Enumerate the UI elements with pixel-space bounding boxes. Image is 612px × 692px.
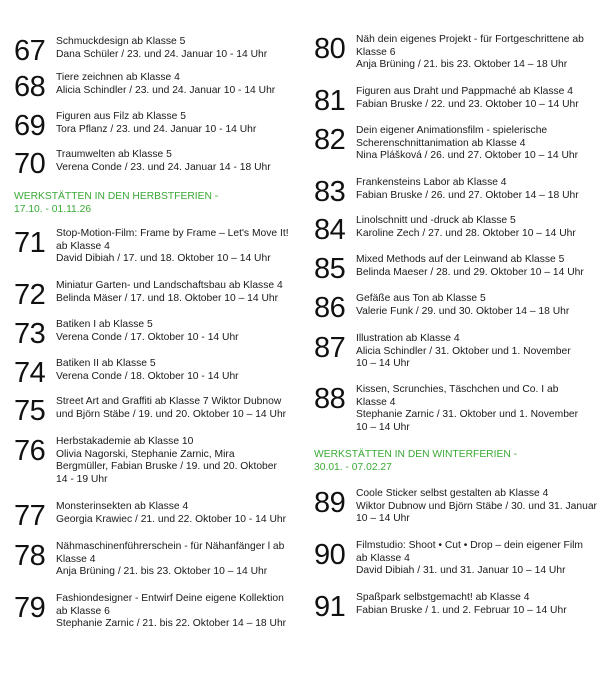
course-title: Illustration ab Klasse 4 — [356, 333, 460, 344]
course-details: Dana Schüler / 23. und 24. Januar 10 - 14 Uhr — [56, 48, 268, 60]
course-title: Street Art and Graffiti ab Klasse 7 Wiktor Dubnow — [56, 396, 282, 407]
course-details: Olivia Nagorski, Stephanie Zarnic, Mira — [56, 448, 235, 460]
course-title: Mixed Methods auf der Leinwand ab Klasse 5 — [356, 254, 565, 265]
course-number: 90 — [314, 539, 346, 571]
course-title: Monsterinsekten ab Klasse 4 — [56, 501, 189, 512]
course-details: Verena Conde / 23. und 24. Januar 14 - 18 Uhr — [56, 161, 271, 173]
course-title: Schmuckdesign ab Klasse 5 — [56, 36, 186, 47]
course-details: Alicia Schindler / 31. Oktober und 1. November — [356, 345, 571, 357]
course-title: Batiken II ab Klasse 5 — [56, 358, 156, 369]
course-number: 85 — [314, 253, 346, 285]
course-number: 82 — [314, 124, 346, 156]
course-title: Filmstudio: Shoot • Cut • Drop – dein eigener Film — [356, 540, 583, 551]
course-title: Herbstakademie ab Klasse 10 — [56, 436, 194, 447]
course-title: Coole Sticker selbst gestalten ab Klasse 4 — [356, 488, 549, 499]
course-number: 71 — [14, 227, 46, 259]
course-number: 76 — [14, 435, 46, 467]
course-details: Verena Conde / 17. Oktober 10 - 14 Uhr — [56, 331, 239, 343]
course-title: Stop-Motion-Film: Frame by Frame – Let's Move It! — [56, 228, 289, 239]
course-title-continued: ab Klasse 6 — [56, 605, 110, 617]
course-number: 83 — [314, 176, 346, 208]
course-number: 84 — [314, 214, 346, 246]
section-title: WERKSTÄTTEN IN DEN WINTERFERIEN - — [314, 449, 518, 460]
course-number: 80 — [314, 33, 346, 65]
course-details: und Björn Stäbe / 19. und 20. Oktober 10 – 14 Uhr — [56, 408, 287, 420]
course-title: Miniatur Garten- und Landschaftsbau ab Klasse 4 — [56, 280, 283, 291]
course-title: Linolschnitt und -druck ab Klasse 5 — [356, 215, 516, 226]
course-details: Karoline Zech / 27. und 28. Oktober 10 – 14 Uhr — [356, 227, 576, 239]
course-details: Stephanie Zarnic / 31. Oktober und 1. November — [356, 409, 579, 421]
course-number: 73 — [14, 318, 46, 350]
course-details: Alicia Schindler / 23. und 24. Januar 10 - 14 Uhr — [56, 84, 276, 96]
course-details: David Dibiah / 17. und 18. Oktober 10 – 14 Uhr — [56, 253, 271, 265]
course-details: Belinda Mäser / 17. und 18. Oktober 10 – 14 Uhr — [56, 292, 279, 304]
section-heading-herbstferien — [14, 191, 304, 216]
course-title: Frankensteins Labor ab Klasse 4 — [356, 177, 507, 188]
course-number: 81 — [314, 85, 346, 117]
course-details: Fabian Bruske / 26. und 27. Oktober 14 – 18 Uhr — [356, 189, 579, 201]
course-title: Näh dein eigenes Projekt - für Fortgeschrittene ab — [356, 34, 584, 45]
course-details: Stephanie Zarnic / 21. bis 22. Oktober 14 – 18 Uhr — [56, 618, 287, 630]
course-details-continued: 10 – 14 Uhr — [356, 421, 410, 433]
course-number: 72 — [14, 279, 46, 311]
course-details: Belinda Maeser / 28. und 29. Oktober 10 – 14 Uhr — [356, 266, 584, 278]
course-title-continued: ab Klasse 4 — [56, 240, 110, 252]
course-title-continued: ab Klasse 4 — [356, 552, 410, 564]
course-number: 69 — [14, 110, 46, 142]
course-details: Nina Plášková / 26. und 27. Oktober 10 – 14 Uhr — [356, 150, 579, 162]
course-details: Anja Brüning / 21. bis 23. Oktober 10 – 14 Uhr — [56, 566, 268, 578]
section-dates: 17.10. - 01.11.26 — [14, 203, 92, 215]
course-number: 88 — [314, 383, 346, 415]
course-details: Fabian Bruske / 22. und 23. Oktober 10 – 14 Uhr — [356, 98, 579, 110]
course-details: David Dibiah / 31. und 31. Januar 10 – 14 Uhr — [356, 565, 566, 577]
course-number: 75 — [14, 395, 46, 427]
course-number: 87 — [314, 332, 346, 364]
course-number: 78 — [14, 540, 46, 572]
section-dates: 30.01. - 07.02.27 — [314, 461, 392, 473]
course-number: 74 — [14, 357, 46, 389]
course-details: Georgia Krawiec / 21. und 22. Oktober 10 - 14 Uhr — [56, 513, 287, 525]
course-title: Traumwelten ab Klasse 5 — [56, 149, 172, 160]
course-title-continued: Scherenschnittanimation ab Klasse 4 — [356, 137, 526, 149]
course-details: Tora Pflanz / 23. und 24. Januar 10 - 14 Uhr — [56, 123, 257, 135]
course-number: 67 — [14, 35, 46, 67]
course-title: Dein eigener Animationsfilm - spielerische — [356, 125, 548, 136]
course-details: Verena Conde / 18. Oktober 10 - 14 Uhr — [56, 370, 239, 382]
course-title: Batiken I ab Klasse 5 — [56, 319, 153, 330]
course-title: Figuren aus Filz ab Klasse 5 — [56, 111, 186, 122]
course-details: Wiktor Dubnow und Björn Stäbe / 30. und 31. Januar — [356, 500, 597, 512]
course-details: Valerie Funk / 29. und 30. Oktober 14 – 18 Uhr — [356, 305, 570, 317]
course-title-continued: Klasse 4 — [356, 396, 396, 408]
course-details-continued: 10 – 14 Uhr — [356, 358, 410, 370]
course-number: 89 — [314, 487, 346, 519]
course-title: Spaßpark selbstgemacht! ab Klasse 4 — [356, 592, 530, 603]
course-title: Figuren aus Draht und Pappmaché ab Klasse 4 — [356, 86, 573, 97]
course-title: Kissen, Scrunchies, Täschchen und Co. I ab — [356, 384, 559, 395]
course-details-continued: 14 - 19 Uhr — [56, 473, 108, 485]
course-number: 79 — [14, 592, 46, 624]
course-details-continued: 10 – 14 Uhr — [356, 513, 410, 525]
course-title: Gefäße aus Ton ab Klasse 5 — [356, 293, 486, 304]
course-number: 68 — [14, 71, 46, 103]
course-number: 77 — [14, 500, 46, 532]
course-details-continued: Bergmüller, Fabian Bruske / 19. und 20. Oktober — [56, 461, 277, 473]
course-title: Nähmaschinenführerschein - für Nähanfänger l ab — [56, 541, 285, 552]
course-title-continued: Klasse 4 — [56, 553, 96, 565]
section-title: WERKSTÄTTEN IN DEN HERBSTFERIEN - — [14, 191, 219, 202]
course-details: Fabian Bruske / 1. und 2. Februar 10 – 14 Uhr — [356, 604, 567, 616]
course-title: Fashiondesigner - Entwirf Deine eigene Kollektion — [56, 593, 284, 604]
course-number: 91 — [314, 591, 346, 623]
course-number: 70 — [14, 148, 46, 180]
section-heading-winterferien — [314, 449, 604, 474]
course-title: Tiere zeichnen ab Klasse 4 — [56, 72, 180, 83]
course-title-continued: Klasse 6 — [356, 46, 396, 58]
course-number: 86 — [314, 292, 346, 324]
course-details: Anja Brüning / 21. bis 23. Oktober 14 – 18 Uhr — [356, 59, 568, 71]
